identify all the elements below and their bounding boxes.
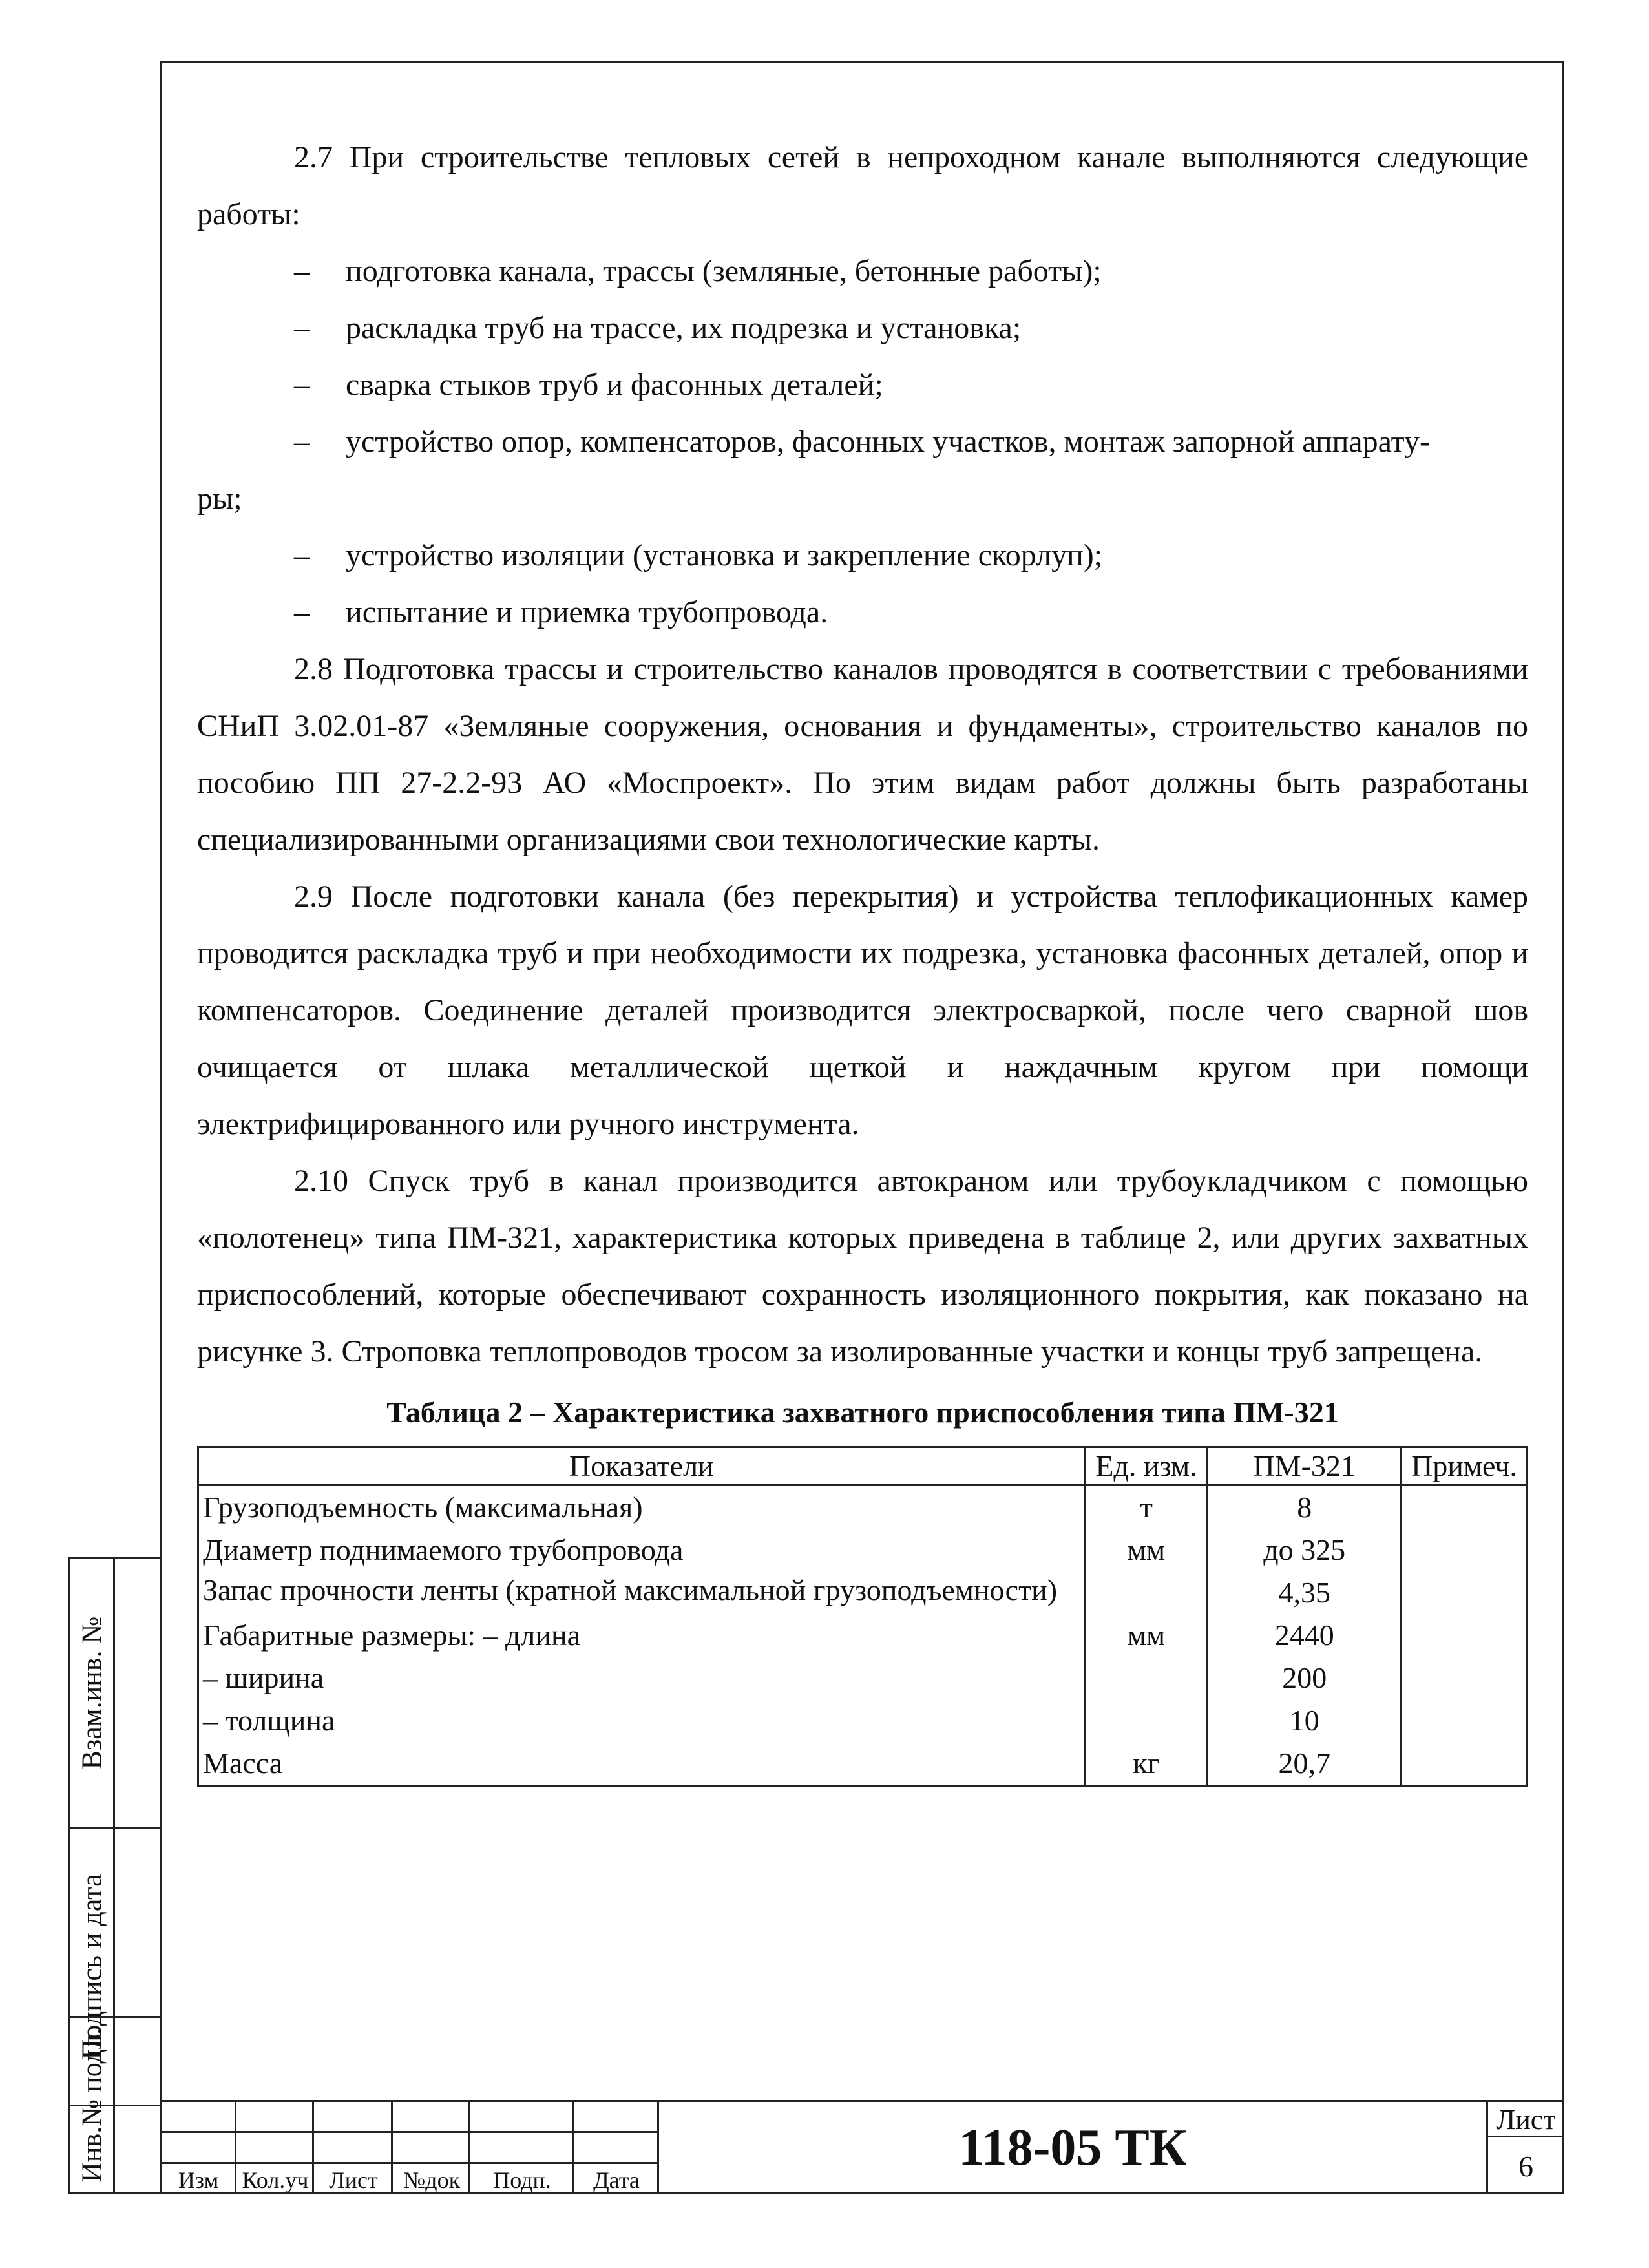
table-cell: – ширина [198,1657,1086,1699]
paragraph-2-10: 2.10 Спуск труб в канал производится автокраном или трубоукладчиком с помощью «полотенец» типа ПМ-321, характеристика которых приведена в таблице 2, или других захватных приспособлений, которые обеспечивают сохранность изоляционного покрытия, как показано на рисунке 3. Строповка теплопроводов тросом за изолированные участки и концы труб запрещена. [197,1164,1528,1369]
table-cell [1402,1486,1528,1529]
table-cell: 4,35 [1208,1571,1402,1614]
document-body [197,129,1528,1787]
tb-header: Изм [178,2167,219,2193]
table-cell [1402,1742,1528,1786]
table-cell: 20,7 [1208,1742,1402,1786]
table-row [198,1699,1528,1742]
table-cell [1402,1699,1528,1742]
title-block [160,2100,1564,2194]
column-header: Показатели [198,1447,1086,1486]
paragraph-2-8: 2.8 Подготовка трассы и строительство каналов проводятся в соответствии с требованиями СНиП 3.02.01-87 «Земляные сооружения, основания и фундаменты», строительство каналов по пособию ПП 27-2.2-93 АО «Моспроект». По этим видам работ должны быть разработаны специализированными организациями свои технологические карты. [197,652,1528,857]
table-cell: 10 [1208,1699,1402,1742]
table-cell: т [1085,1486,1208,1529]
column-header: ПМ-321 [1208,1447,1402,1486]
list-item: – устройство изоляции (установка и закрепление скорлуп); [294,538,1103,572]
sheet-label: Лист [1488,2102,1564,2137]
table-row [198,1657,1528,1699]
list-item: – испытание и приемка трубопровода. [294,595,828,629]
table-cell: Грузоподъемность (максимальная) [198,1486,1086,1529]
tb-header: Подп. [493,2167,551,2193]
table-row [198,1742,1528,1786]
table-cell: Запас прочности ленты (кратной максимальной грузоподъемности) [198,1571,1086,1614]
tb-header: Кол.уч [242,2167,309,2193]
list-item: – устройство опор, компенсаторов, фасонных участков, монтаж запорной аппарату- [294,425,1430,459]
table-cell [1402,1529,1528,1571]
sheet-box [1486,2100,1564,2194]
paragraph-2-7: 2.7 При строительстве тепловых сетей в непроходном канале выполняются следующие работы: [197,140,1528,231]
table-cell [1085,1699,1208,1742]
list-item-continuation: ры; [197,481,242,516]
document-code: 118-05 ТК [659,2100,1486,2194]
tb-header: Лист [329,2167,378,2193]
table-cell: Диаметр поднимаемого трубопровода [198,1529,1086,1571]
table-cell [1085,1657,1208,1699]
side-stamp-inventory-label [68,2016,160,2194]
table-cell [1402,1571,1528,1614]
list-item: – подготовка канала, трассы (земляные, бетонные работы); [294,254,1102,288]
side-label: Подпись и дата [76,1873,107,2060]
table-cell: 2440 [1208,1614,1402,1657]
revision-grid [160,2100,659,2194]
table-cell: мм [1085,1614,1208,1657]
table-cell: Масса [198,1742,1086,1786]
tb-header: Дата [593,2167,640,2193]
list-item: – раскладка труб на трассе, их подрезка и установка; [294,311,1022,345]
side-stamp-replacement [68,1557,160,1829]
side-label: Взам.инв. № [76,1616,107,1770]
table-cell: кг [1085,1742,1208,1786]
spec-table [197,1446,1528,1787]
tb-header: №док [403,2167,461,2193]
table-cell [1402,1657,1528,1699]
table-title: Таблица 2 – Характеристика захватного приспособления типа ПМ-321 [386,1396,1339,1429]
table-cell: – толщина [198,1699,1086,1742]
table-cell: мм [1085,1529,1208,1571]
table-cell: до 325 [1208,1529,1402,1571]
table-cell [1085,1571,1208,1614]
table-header-row [198,1447,1528,1486]
paragraph-2-9: 2.9 После подготовки канала (без перекрытия) и устройства теплофикационных камер проводится раскладка труб и при необходимости их подрезка, установка фасонных деталей, опор и компенсаторов. Соединение деталей производится электросваркой, после чего сварной шов очищается от шлака металлической щеткой и наждачным кругом при помощи электрифицированного или ручного инструмента. [197,879,1528,1141]
table-row [198,1486,1528,1529]
table-row [198,1571,1528,1614]
table-cell: 200 [1208,1657,1402,1699]
list-item: – сварка стыков труб и фасонных деталей; [294,368,883,402]
column-header: Примеч. [1402,1447,1528,1486]
table-row [198,1614,1528,1657]
sheet-number: 6 [1518,2150,1533,2183]
side-label: Инв.№ подл. [76,2027,107,2183]
table-cell: Габаритные размеры: – длина [198,1614,1086,1657]
table-cell [1402,1614,1528,1657]
table-cell: 8 [1208,1486,1402,1529]
table-row [198,1529,1528,1571]
column-header: Ед. изм. [1085,1447,1208,1486]
